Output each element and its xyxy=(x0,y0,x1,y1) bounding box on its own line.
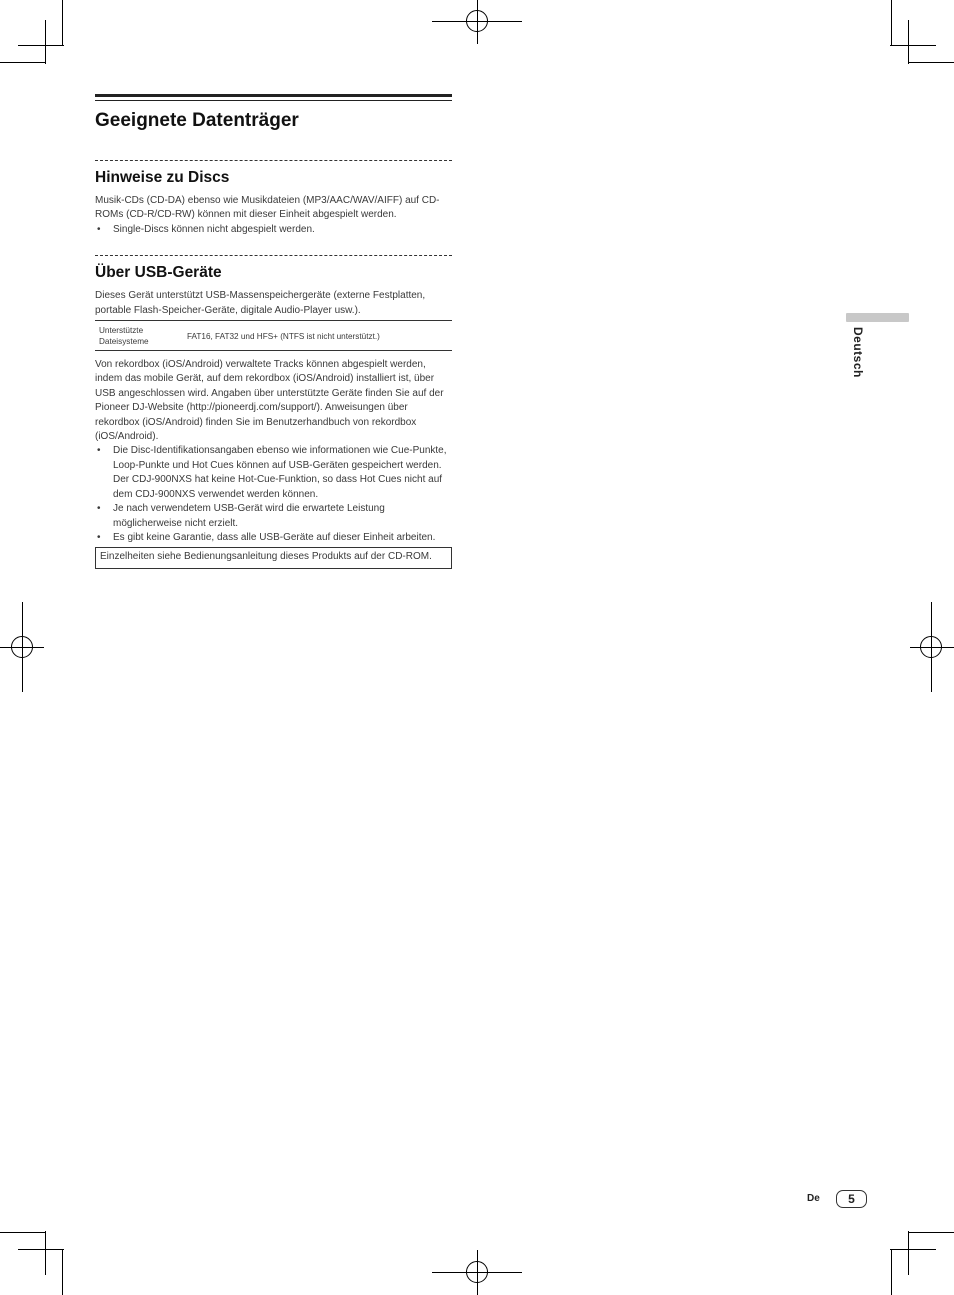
section-heading-usb: Über USB-Geräte xyxy=(95,264,222,282)
table-value-cell: FAT16, FAT32 und HFS+ (NTFS ist nicht unterstützt.) xyxy=(187,331,380,341)
language-tab-label: Deutsch xyxy=(851,327,865,378)
table-key-line: Dateisysteme xyxy=(99,337,149,347)
title-rule-thin xyxy=(95,100,452,101)
list-item: • Es gibt keine Garantie, dass alle USB-Geräte auf dieser Einheit arbeiten. xyxy=(95,531,452,545)
usb-bullet-list xyxy=(95,444,452,545)
list-item xyxy=(95,444,452,502)
bullet-extra: Der CDJ-900NXS hat keine Hot-Cue-Funktion, so dass Hot Cues nicht auf dem CDJ-900NXS verwendet werden können. xyxy=(113,474,443,500)
usb-body: Von rekordbox (iOS/Android) verwaltete Tracks können abgespielt werden, indem das mobile Gerät, auf dem rekordbox (iOS/Android) installiert ist, über USB angeschlossen wird. Angaben über unterstützte Geräte finden Sie auf der Pioneer DJ-Website (http://pioneerdj.com/support/). Anweisungen über rekordbox (iOS/Android) finden Sie im Benutzerhandbuch von rekordbox (iOS/Android). xyxy=(95,359,444,443)
section-divider xyxy=(95,160,452,161)
page-title: Geeignete Datenträger xyxy=(95,110,299,131)
crop-mark xyxy=(908,20,909,64)
crop-mark xyxy=(0,1232,46,1233)
crop-mark xyxy=(0,62,46,63)
registration-circle xyxy=(466,10,488,32)
section-divider xyxy=(95,255,452,256)
crop-mark xyxy=(62,1249,63,1295)
crop-mark xyxy=(62,0,63,46)
footer-language: De xyxy=(807,1193,820,1204)
crop-mark xyxy=(908,1232,954,1233)
note-box: Einzelheiten siehe Bedienungsanleitung dieses Produkts auf der CD-ROM. xyxy=(95,547,452,568)
crop-mark xyxy=(890,45,936,46)
list-item: • Single-Discs können nicht abgespielt werden. xyxy=(95,223,452,237)
section-heading-discs: Hinweise zu Discs xyxy=(95,169,230,186)
registration-circle xyxy=(466,1261,488,1283)
crop-mark xyxy=(890,1249,936,1250)
table-key-cell xyxy=(95,321,183,351)
crop-mark xyxy=(891,1249,892,1295)
title-rule xyxy=(95,94,452,97)
crop-mark xyxy=(908,1231,909,1275)
table-row xyxy=(95,321,452,351)
table-key-line: Unterstützte xyxy=(99,326,144,336)
registration-circle xyxy=(11,636,33,658)
crop-mark xyxy=(891,0,892,46)
list-item: • Je nach verwendetem USB-Gerät wird die erwartete Leistung möglicherweise nicht erzielt. xyxy=(95,502,452,531)
page-number: 5 xyxy=(836,1190,867,1208)
registration-circle xyxy=(920,636,942,658)
crop-mark xyxy=(908,62,954,63)
crop-mark xyxy=(45,20,46,64)
content-column xyxy=(95,94,452,569)
crop-mark xyxy=(45,1231,46,1275)
bullet-text: Die Disc-Identifikationsangaben ebenso wie informationen wie Cue-Punkte, Loop-Punkte und Hot Cues können auf USB-Geräten gespeichert werden. xyxy=(113,445,447,471)
discs-body: Musik-CDs (CD-DA) ebenso wie Musikdateien (MP3/AAC/WAV/AIFF) auf CD-ROMs (CD-R/CD-RW) können mit dieser Einheit abgespielt werden. xyxy=(95,195,440,221)
crop-mark xyxy=(18,45,64,46)
file-system-table xyxy=(95,320,452,351)
usb-intro: Dieses Gerät unterstützt USB-Massenspeichergeräte (externe Festplatten, portable Flash-Speicher-Geräte, digitale Audio-Player usw.). xyxy=(95,290,426,316)
crop-mark xyxy=(18,1249,64,1250)
language-tab-bar xyxy=(846,313,909,322)
discs-bullet-list xyxy=(95,223,452,237)
